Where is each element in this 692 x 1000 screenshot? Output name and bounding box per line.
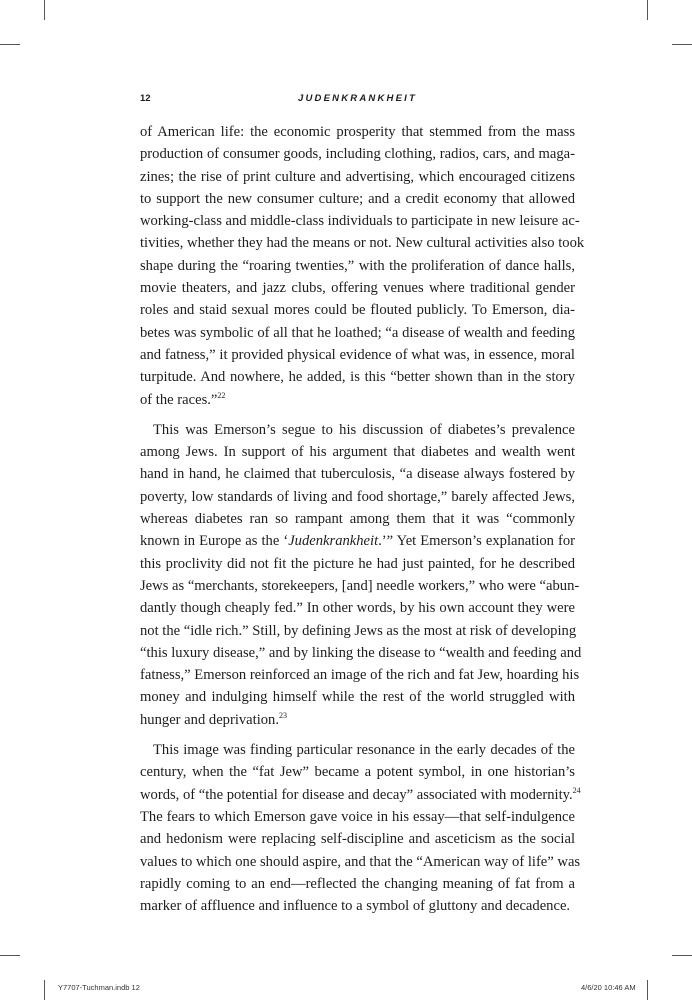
text-line: betes was symbolic of all that he loathed; “a disease of wealth and feeding	[140, 324, 575, 341]
text-line: Jews as “merchants, storekeepers, [and] needle workers,” who were “abun-	[140, 577, 580, 594]
text-line: The fears to which Emerson gave voice in his essay—that self-indulgence	[140, 808, 575, 825]
text-line: poverty, low standards of living and food shortage,” barely affected Jews,	[140, 488, 575, 505]
footnote-ref[interactable]: 23	[279, 710, 288, 720]
text-line: hunger and deprivation.$^{23}$	[140, 710, 288, 728]
text-line: known in Europe as the ‘Judenkrankheit.’” Yet Emerson’s explanation for	[140, 533, 576, 550]
text-line: among Jews. In support of his argument that diabetes and wealth went	[140, 444, 575, 461]
text-line: This was Emerson’s segue to his discussion of diabetes’s prevalence	[153, 421, 575, 438]
text-line: this proclivity did not fit the picture he had just painted, for he described	[140, 555, 575, 572]
crop-mark	[44, 0, 45, 20]
text-line: values to which one should aspire, and that the “American way of life” was	[140, 853, 581, 870]
text-line: working-class and middle-class individuals to participate in new leisure ac-	[140, 213, 580, 230]
printer-slug-date: 4/6/20 10:46 AM	[581, 983, 636, 992]
text-line: whereas diabetes ran so rampant among them that it was “commonly	[140, 511, 575, 528]
text-line: hand in hand, he claimed that tuberculosis, “a disease always fostered by	[140, 466, 575, 483]
paragraph-2	[140, 419, 582, 731]
paragraph-3	[140, 739, 581, 917]
text-line: and fatness,” it provided physical evidence of what was, in essence, moral	[140, 346, 575, 363]
crop-mark	[672, 955, 692, 956]
text-line: dantly though cheaply fed.” In other words, by his own account they were	[140, 600, 575, 617]
footnote-ref[interactable]: 22	[217, 390, 226, 400]
running-title: JUDENKRANKHEIT	[298, 93, 417, 104]
printer-slug-file: Y7707-Tuchman.indb 12	[58, 983, 140, 992]
text-line: turpitude. And nowhere, he added, is this “better shown than in the story	[140, 369, 575, 386]
text-line: to support the new consumer culture; and a credit economy that allowed	[140, 190, 575, 207]
text-line: tivities, whether they had the means or not. New cultural activities also took	[140, 235, 585, 252]
text-line: century, when the “fat Jew” became a potent symbol, in one historian’s	[140, 764, 575, 781]
crop-mark	[44, 980, 45, 1000]
text-line: not the “idle rich.” Still, by defining Jews as the most at risk of developing	[140, 622, 577, 639]
text-line: “this luxury disease,” and by linking the disease to “wealth and feeding and	[140, 644, 582, 661]
text-line: of the races.”$^{22}$	[140, 390, 226, 408]
text-line: of American life: the economic prosperity that stemmed from the mass	[140, 124, 575, 140]
crop-mark	[0, 955, 20, 956]
text-line: fatness,” Emerson reinforced an image of the rich and fat Jew, hoarding his	[140, 667, 580, 684]
crop-mark	[647, 980, 648, 1000]
text-line: roles and staid sexual mores could be flouted publicly. To Emerson, dia-	[140, 302, 575, 319]
text-line: shape during the “roaring twenties,” with the proliferation of dance halls,	[140, 257, 575, 274]
crop-mark	[0, 44, 20, 45]
text-line: marker of affluence and influence to a symbol of gluttony and decadence.	[140, 898, 571, 915]
page-number: 12	[140, 93, 151, 104]
crop-mark	[647, 0, 648, 20]
text-line: and hedonism were replacing self-discipline and asceticism as the social	[140, 831, 575, 848]
body-text	[140, 121, 585, 925]
text-line: production of consumer goods, including clothing, radios, cars, and maga-	[140, 146, 575, 163]
text-line: movie theaters, and jazz clubs, offering venues where traditional gender	[140, 280, 575, 297]
paragraph-1	[140, 121, 585, 411]
crop-mark	[672, 44, 692, 45]
text-line: rapidly coming to an end—reflected the changing meaning of fat from a	[140, 875, 575, 892]
text-line: This image was finding particular resonance in the early decades of the	[153, 742, 575, 759]
text-line: money and indulging himself while the rest of the world struggled with	[140, 689, 575, 706]
text-line: words, of “the potential for disease and decay” associated with modernity.$^{24}$	[140, 785, 581, 803]
footnote-ref[interactable]: 24	[572, 785, 581, 795]
text-line: zines; the rise of print culture and advertising, which encouraged citizens	[140, 168, 575, 185]
